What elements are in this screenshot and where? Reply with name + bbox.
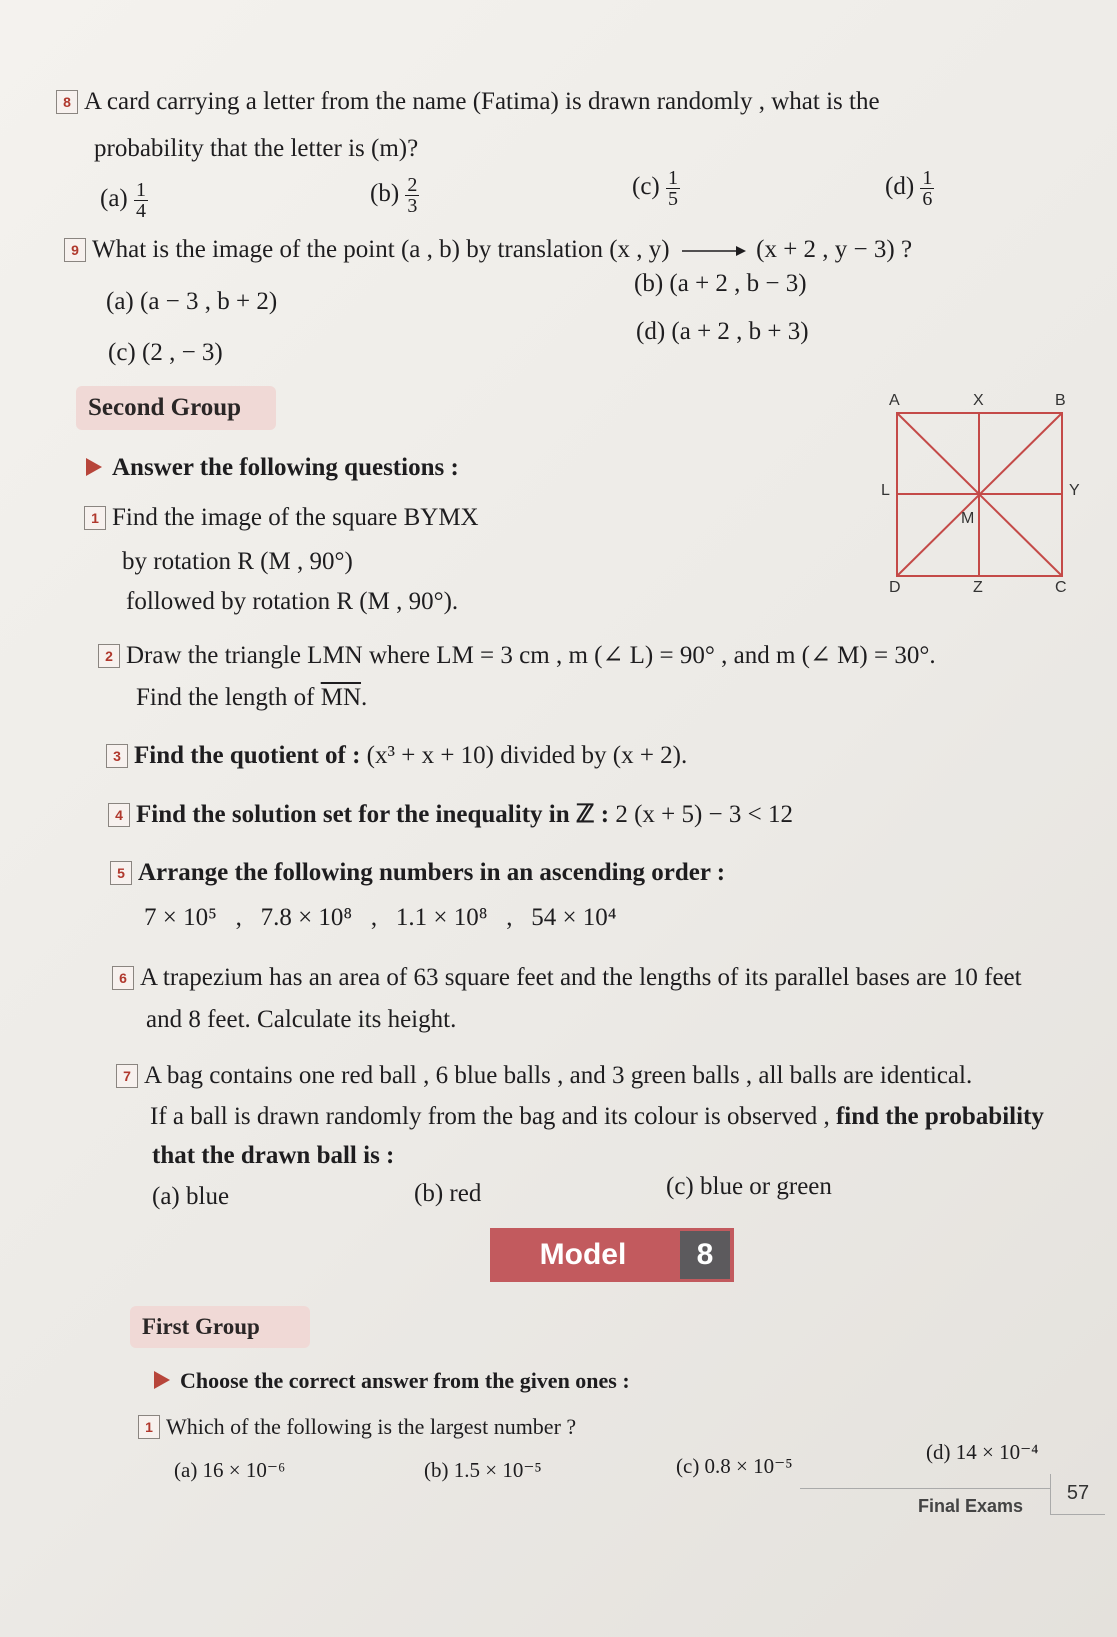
first-group-instruction: Choose the correct answer from the given ones :: [180, 1368, 630, 1393]
label-b: B: [1055, 392, 1066, 409]
page-number-box: [1050, 1474, 1105, 1515]
sg-q5-bold: Arrange the following numbers in an ascending order :: [138, 859, 726, 886]
sg-q5-numbers: 7 × 10⁵ , 7.8 × 10⁸ , 1.1 × 10⁸ , 54 × 10⁴: [144, 904, 617, 931]
sg-q7-text-2b: find the probability: [829, 1103, 1044, 1130]
sg-q4-bold: Find the solution set for the inequality in ℤ :: [136, 801, 610, 828]
q8-option-b: [370, 175, 419, 216]
fg-q1-option-a: (a) 16 × 10⁻⁶: [174, 1458, 286, 1482]
footer-label: Final Exams: [918, 1496, 1024, 1516]
model-label: Model: [539, 1238, 627, 1271]
sg-q4-rest: 2 (x + 5) − 3 < 12: [609, 801, 794, 828]
q9-option-b: (b) (a + 2 , b − 3): [634, 270, 807, 297]
sg-q7-option-c: (c) blue or green: [666, 1173, 832, 1200]
label-m: M: [961, 510, 975, 527]
sg-q7-line2: [150, 1103, 1044, 1131]
q8-d-numerator: 1: [922, 167, 933, 189]
sg-q6-text-1: A trapezium has an area of 63 square feet and the lengths of its parallel bases are 10 feet: [140, 964, 1022, 991]
model-banner: [490, 1228, 734, 1282]
sg-q1-text-3: followed by rotation R (M , 90°).: [126, 588, 459, 615]
q8-option-d: [885, 168, 934, 209]
label-d: D: [889, 579, 901, 596]
q8-number: 8: [56, 90, 78, 114]
q8-option-c-label: (c): [632, 173, 660, 201]
fg-q1-number: 1: [138, 1415, 160, 1439]
q8-text-1: A card carrying a letter from the name (Fatima) is drawn randomly , what is the: [84, 88, 880, 115]
q9-text-a: What is the image of the point (a , b) by translation (x , y): [92, 236, 670, 263]
q9-option-d: (d) (a + 2 , b + 3): [636, 318, 809, 345]
q8-text-2: probability that the letter is (m)?: [94, 135, 419, 162]
sg-q1-number: 1: [84, 506, 106, 530]
q9-text-b: (x + 2 , y − 3) ?: [756, 236, 913, 263]
q8-b-denominator: 3: [407, 195, 418, 217]
sg-q4-number: 4: [108, 803, 130, 827]
first-group-instruction-row: [154, 1368, 630, 1394]
fg-q1-text: Which of the following is the largest number ?: [166, 1414, 577, 1439]
q8-c-denominator: 5: [668, 188, 678, 210]
sg-q5-line: [110, 859, 725, 887]
sg-q3-rest: (x³ + x + 10) divided by (x + 2).: [360, 742, 688, 769]
q8-option-c-fraction: [666, 168, 680, 209]
page-number: 57: [1066, 1482, 1090, 1504]
arrow-right-icon: [680, 244, 746, 258]
triangle-bullet-icon: [86, 458, 102, 476]
q8-option-d-fraction: [920, 168, 934, 209]
label-x: X: [973, 392, 984, 409]
sg-q5-number: 5: [110, 861, 132, 885]
q9-option-a: (a) (a − 3 , b + 2): [106, 288, 278, 315]
sg-q1-text-2: by rotation R (M , 90°): [122, 548, 353, 575]
sg-q3-number: 3: [106, 744, 128, 768]
sg-q7-option-a: (a) blue: [152, 1183, 230, 1210]
sg-q2-number: 2: [98, 644, 120, 668]
q8-d-denominator: 6: [922, 188, 933, 210]
sg-q2-line1: [98, 640, 936, 670]
q8-option-b-label: (b): [370, 180, 400, 208]
q8-option-c: [632, 168, 680, 209]
sg-q7-number: 7: [116, 1064, 138, 1088]
fg-q1-option-b: (b) 1.5 × 10⁻⁵: [424, 1458, 542, 1482]
sg-q4-line: [108, 799, 793, 829]
sg-q6-line1: [112, 964, 1022, 992]
sg-q3-bold: Find the quotient of :: [134, 742, 361, 769]
q8-option-a-label: (a): [100, 185, 128, 213]
footer-rule: [800, 1488, 1050, 1489]
model-number: 8: [680, 1231, 730, 1279]
second-group-instruction-row: [86, 454, 459, 482]
sg-q7-text-1: A bag contains one red ball , 6 blue balls , and 3 green balls , all balls are identical.: [144, 1062, 973, 1089]
sg-q7-line1: [116, 1062, 972, 1090]
q8-option-b-fraction: [405, 175, 419, 216]
q8-a-numerator: 1: [136, 179, 146, 201]
second-group-instruction: Answer the following questions :: [112, 454, 459, 481]
sg-q7-text-2a: If a ball is drawn randomly from the bag and its colour is observed ,: [150, 1103, 830, 1130]
q9-option-c: (c) (2 , − 3): [108, 339, 223, 366]
q8-option-a: [100, 180, 148, 221]
sg-q1-line1: [84, 504, 479, 532]
q9-line: [64, 236, 912, 264]
label-l: L: [881, 482, 890, 499]
triangle-bullet-icon: [154, 1371, 170, 1389]
sg-q2-text-1: Draw the triangle LMN where LM = 3 cm , m (∠ L) = 90° , and m (∠ M) = 30°.: [126, 642, 936, 669]
label-c: C: [1055, 579, 1067, 596]
sg-q6-text-2: and 8 feet. Calculate its height.: [146, 1006, 457, 1033]
sg-q3-line: [106, 742, 687, 770]
second-group-title: Second Group: [76, 386, 276, 430]
square-figure: [875, 385, 1080, 600]
q8-a-denominator: 4: [136, 200, 146, 222]
q8-option-a-fraction: [134, 180, 148, 221]
sg-q7-option-b: (b) red: [414, 1180, 482, 1207]
label-y: Y: [1069, 482, 1080, 499]
sg-q6-number: 6: [112, 966, 134, 990]
sg-q2-segment-mn: $\overline{MN}$: [320, 684, 362, 711]
first-group-title: First Group: [130, 1306, 310, 1348]
q8-b-numerator: 2: [407, 174, 418, 196]
q8-option-d-label: (d): [885, 173, 915, 201]
label-z: Z: [973, 579, 983, 596]
q8-line1: [56, 88, 880, 116]
sg-q1-text-1: Find the image of the square BYMX: [112, 504, 479, 531]
label-a: A: [889, 392, 900, 409]
q8-c-numerator: 1: [668, 167, 678, 189]
fg-q1-option-d: (d) 14 × 10⁻⁴: [926, 1440, 1039, 1464]
fg-q1-line: [138, 1414, 576, 1440]
sg-q2-text-2c: .: [361, 684, 368, 711]
sg-q2-text-2a: Find the length of: [136, 684, 321, 711]
q9-number: 9: [64, 238, 86, 262]
sg-q2-line2: [136, 684, 367, 712]
sg-q7-text-3: that the drawn ball is :: [152, 1142, 395, 1169]
fg-q1-option-c: (c) 0.8 × 10⁻⁵: [676, 1454, 793, 1478]
